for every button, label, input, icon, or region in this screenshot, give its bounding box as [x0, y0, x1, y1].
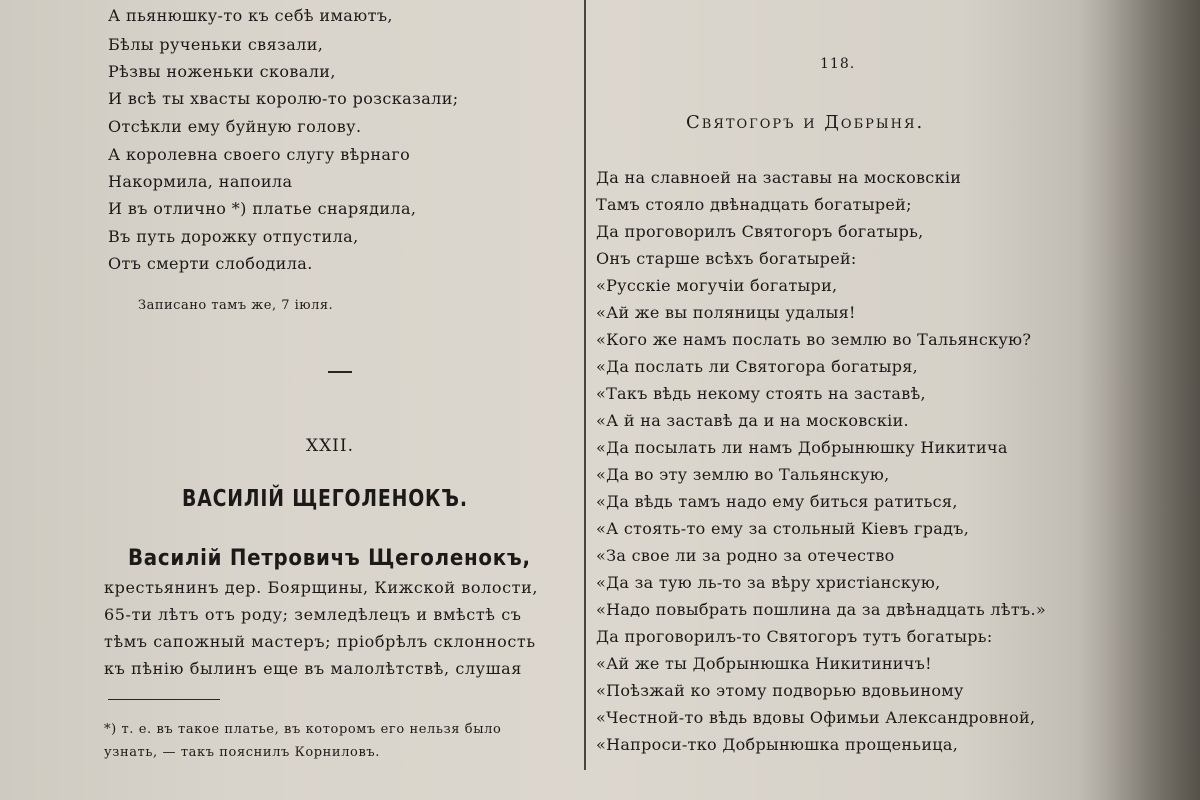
page-edge-shadow: [1080, 0, 1200, 800]
verse-line: «Русскіе могучіи богатыри,: [596, 276, 838, 295]
right-column: [586, 0, 1086, 800]
verse-line: «Ай же вы поляницы удалыя!: [596, 303, 856, 322]
verse-line: «А й на заставѣ да и на московскіи.: [596, 411, 909, 430]
verse-line: Въ путь дорожку отпустила,: [108, 227, 359, 246]
section-number: XXII.: [305, 436, 355, 456]
bio-line: къ пѣнію былинъ еще въ малолѣтствѣ, слушая: [104, 659, 523, 678]
verse-line: «Поѣзжай ко этому подворью вдовьиному: [596, 681, 964, 700]
verse-line: «Да за тую ль-то за вѣру христіанскую,: [596, 573, 941, 592]
footnote-line: *) т. е. въ такое платье, въ которомъ его нельзя было: [104, 722, 502, 737]
verse-line: «Такъ вѣдь некому стоять на заставѣ,: [596, 384, 926, 403]
left-column: [0, 0, 580, 800]
verse-line: Да на славноей на заставы на московскіи: [596, 168, 962, 187]
singer-name: Василій Петровичъ Щеголенокъ,: [128, 546, 531, 571]
verse-line: А пьянюшку-то къ себѣ имаютъ,: [108, 6, 393, 25]
verse-line: И въ отлично *) платье снарядила,: [108, 199, 417, 218]
verse-line: «Да послать ли Святогора богатыря,: [596, 357, 919, 376]
footnote-line: узнать, — такъ пояснилъ Корниловъ.: [104, 745, 381, 760]
verse-line: Бѣлы рученьки связали,: [108, 35, 324, 54]
footnote-rule: [108, 699, 220, 700]
verse-line: «А стоять-то ему за стольный Кіевъ градъ,: [596, 519, 970, 538]
verse-line: Накормила, напоила: [108, 172, 293, 191]
section-divider: [328, 371, 352, 373]
verse-line: Отсѣкли ему буйную голову.: [108, 117, 362, 136]
verse-line: «Напроси-тко Добрынюшка прощеньица,: [596, 735, 959, 754]
verse-line: Тамъ стояло двѣнадцать богатырей;: [596, 195, 912, 214]
verse-line: Рѣзвы ноженьки сковали,: [108, 62, 336, 81]
verse-line: «Честной-то вѣдь вдовы Офимьи Александровной,: [596, 708, 1036, 727]
verse-line: А королевна своего слугу вѣрнаго: [108, 145, 411, 164]
verse-line: Да проговорилъ-то Святогоръ тутъ богатырь:: [596, 627, 993, 646]
verse-line: «За свое ли за родно за отечество: [596, 546, 895, 565]
verse-line: «Да вѣдь тамъ надо ему биться ратиться,: [596, 492, 958, 511]
bio-line: тѣмъ сапожный мастеръ; пріобрѣлъ склонность: [104, 632, 536, 651]
song-title: Святогоръ и Добрыня.: [686, 112, 925, 133]
verse-line: «Надо повыбрать пошлина да за двѣнадцать лѣтъ.»: [596, 600, 1046, 619]
verse-line: И всѣ ты хвасты королю-то розсказали;: [108, 89, 459, 108]
verse-line: «Ай же ты Добрынюшка Никитиничъ!: [596, 654, 932, 673]
bio-line: крестьянинъ дер. Боярщины, Кижской волости,: [104, 578, 539, 597]
recording-note: Записано тамъ же, 7 іюля.: [138, 298, 334, 313]
page-number: 118.: [820, 56, 856, 72]
verse-line: «Кого же намъ послать во землю во Тальянскую?: [596, 330, 1032, 349]
verse-line: Да проговорилъ Святогоръ богатырь,: [596, 222, 924, 241]
bio-line: 65-ти лѣтъ отъ роду; земледѣлецъ и вмѣстѣ съ: [104, 605, 522, 624]
verse-line: Отъ смерти слободила.: [108, 254, 313, 273]
verse-line: «Да посылать ли намъ Добрынюшку Никитича: [596, 438, 1008, 457]
song-title: ВАСИЛІЙ ЩЕГОЛЕНОКЪ.: [182, 486, 468, 512]
verse-line: Онъ старше всѣхъ богатырей:: [596, 249, 857, 268]
verse-line: «Да во эту землю во Тальянскую,: [596, 465, 890, 484]
